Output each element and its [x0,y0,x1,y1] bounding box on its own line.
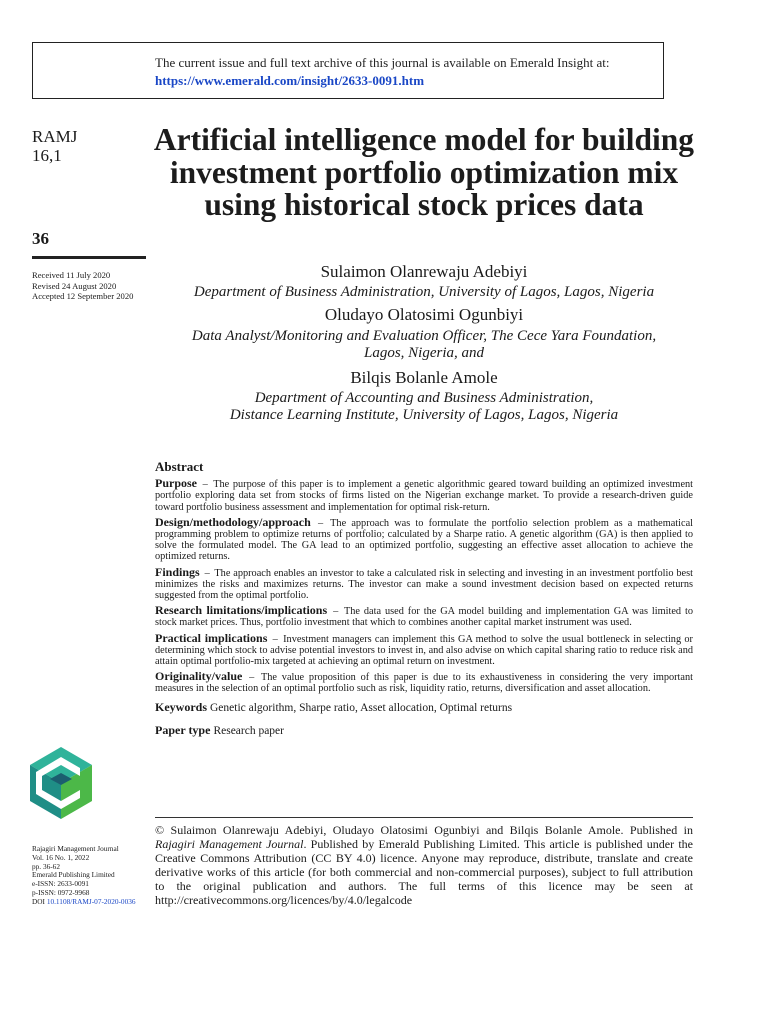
journal-name-italic: Rajagiri Management Journal [155,837,304,851]
keywords [155,700,693,715]
doi-link[interactable]: 10.1108/RAMJ-07-2020-0036 [46,896,136,906]
section-label: Originality/value [155,669,243,684]
section-label: Practical implications [155,630,268,645]
paper-type-label: Paper type [155,722,211,737]
abstract [155,461,693,738]
section-text: Investment managers can implement this GA method to solve the usual bottleneck in selecting or determining which stock to advise potential investors to invest in, and also advise on which capital sharing ratio to reduce risk and attain optimal portfolio-mix targeted at achieving an optimal return on investment. [155,633,693,668]
author-affiliation: Department of Accounting and Business Administration, Distance Learning Institute, University of Lagos, Lagos, Nigeria [229,390,619,423]
keywords-label: Keywords [155,699,207,714]
paper-type-value: Research paper [213,724,284,737]
article-title: Artificial intelligence model for building investment portfolio optimization mix using historical stock prices data [153,122,695,222]
journal-archive-banner [32,42,664,99]
section-label: Findings [155,564,200,579]
section-label: Design/methodology/approach [155,514,311,529]
publication-info: Rajagiri Management Journal Vol. 16 No. 1, 2022 pp. 36-62 Emerald Publishing Limited e-ISSN: 2633-0091 p-ISSN: 0972-9968 DOI 10.1108/RAMJ-07-2020-0036 [32,844,136,906]
license-divider [155,817,693,818]
keywords-list: Genetic algorithm, Sharpe ratio, Asset allocation, Optimal returns [210,701,513,714]
abstract-section: Purpose – The purpose of this paper is to implement a genetic algorithmic geared toward building an optimized investment portfolio exploring data set from stocks of firms listed on the Nigerian exchange market. To provide a research-driven guide toward portfolio business assessment and implementation for optimal risk-return. [155,476,694,513]
author-name: Sulaimon Olanrewaju Adebiyi [320,262,528,281]
abstract-section: Findings – The approach enables an investor to take a calculated risk in selecting and investing in an investment portfolio best minimizes the risks and maximizes returns. The investor can make a sound investment decision based on expected returns suggested from the optimal portfolio. [155,564,693,602]
abstract-section: Research limitations/implications – The data used for the GA model building and implementation GA was limited to stock market prices. Thus, portfolio investment that which to combines another capital market instrument was used. [155,603,693,629]
article-dates [32,270,133,302]
banner-text: The current issue and full text archive of this journal is available on Emerald Insight at: [155,55,610,70]
author-name: Oludayo Olatosimi Ogunbiyi [324,305,524,324]
abstract-section: Originality/value – The value proposition of this paper is due to its exhaustiveness in considering the very important measures in the selection of an optimal portfolio such as risk, liquidity ratio, returns, diversification and asset allocation. [155,669,694,695]
abstract-section: Design/methodology/approach – The approach was to formulate the portfolio selection problem as a mathematical programming problem to optimize returns of portfolio; calculated by a Sharpe ratio. A genetic algorithm (GA) is then applied to solve the formulated model. The GA lead to an optimized portfolio, suggesting an effective asset allocation to achieve the optimized returns. [155,514,694,563]
abstract-heading: Abstract [155,459,204,474]
section-text: The purpose of this paper is to implement a genetic algorithmic geared toward building an optimized investment portfolio exploring data set from stocks of firms listed on the Nigerian exchange market. To provide a research-driven guide toward portfolio business assessment and implementation for optimal risk-return. [155,479,694,513]
author-name: Bilqis Bolanle Amole [350,368,498,387]
author-affiliation: Data Analyst/Monitoring and Evaluation Officer, The Cece Yara Foundation, Lagos, Nigeria, and [191,328,657,361]
author-affiliation: Department of Business Administration, University of Lagos, Lagos, Nigeria [193,284,655,300]
section-label: Research limitations/implications [155,603,328,618]
paper-type [155,723,693,738]
page-number: 36 [32,229,49,248]
accepted-date: Accepted 12 September 2020 [32,291,134,301]
journal-url-link[interactable]: https://www.emerald.com/insight/2633-0091.htm [155,73,425,88]
section-label: Purpose [155,476,197,491]
volume-issue: 16,1 [32,146,62,165]
section-text: The data used for the GA model building and implementation GA was limited to stock market prices. Thus, portfolio investment that which to combines another capital market instrument was used. [155,606,693,629]
journal-abbrev: RAMJ [32,127,78,146]
journal-code [32,127,77,165]
received-date: Received 11 July 2020 [32,270,111,280]
emerald-logo-icon [30,747,92,819]
section-text: The approach was to formulate the portfolio selection problem as a mathematical programming problem to optimize returns of portfolio; calculated by a Sharpe ratio. A genetic algorithm (GA) is then applied to solve the formulated model. The GA lead to an optimized portfolio, suggesting an effective asset allocation to achieve the optimized returns. [155,517,694,563]
abstract-section: Practical implications – Investment managers can implement this GA method to solve the usual bottleneck in selecting or determining which stock to advise potential investors to invest in, and also advise on which capital sharing ratio to reduce risk and attain optimal portfolio-mix targeted at achieving an optimal return on investment. [155,630,693,668]
section-text: The value proposition of this paper is due to its exhaustiveness in considering the very important measures in the selection of an optimal portfolio such as risk, liquidity ratio, returns, diversification and asset allocation. [155,672,694,695]
sidebar-divider [32,256,146,259]
section-text: The approach enables an investor to take a calculated risk in selecting and investing in an investment portfolio best minimizes the risks and maximizes returns. The investor can make a sound investment decision based on expected returns suggested from the optimal portfolio. [155,567,693,602]
revised-date: Revised 24 August 2020 [32,280,117,291]
license-notice: © Sulaimon Olanrewaju Adebiyi, Oludayo Olatosimi Ogunbiyi and Bilqis Bolanle Amole. Published in Rajagiri Management Journal. Published by Emerald Publishing Limited. This article is published under the Creative Commons Attribution (CC BY 4.0) licence. Anyone may reproduce, distribute, translate and create derivative works of this article (for both commercial and non-commercial purposes), subject to full attribution to the original publication and authors. The full terms of this licence may be seen at http://creativecommons.org/licences/by/4.0/legalcode [155,823,693,907]
